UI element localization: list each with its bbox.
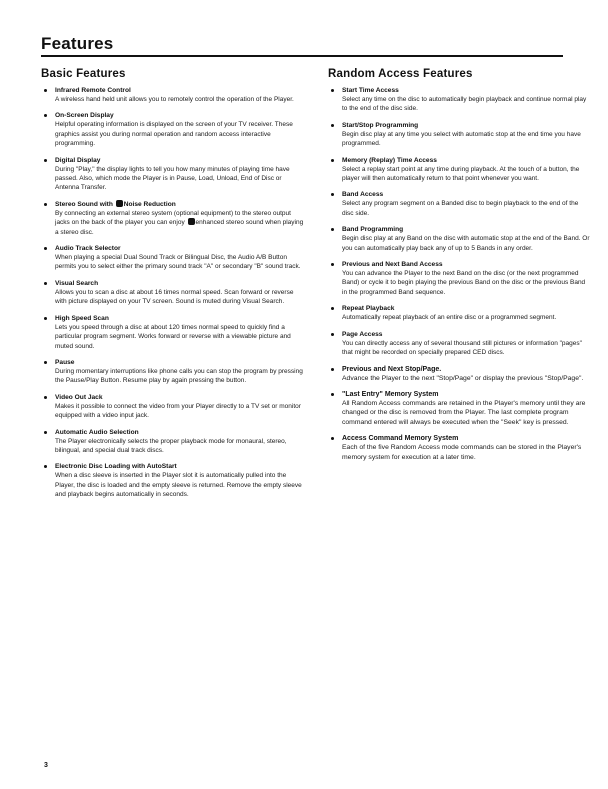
feature-digital-display bbox=[41, 156, 306, 193]
feature-electronic-disc-loading bbox=[41, 462, 306, 499]
bullet-icon bbox=[331, 393, 334, 396]
feature-name-part: Stereo Sound with bbox=[55, 200, 113, 208]
feature-description: Select any time on the disc to automatically begin playback and continue normal play to the end of the disc side. bbox=[342, 96, 587, 113]
random-access-features-column bbox=[328, 68, 590, 469]
feature-name: On-Screen Display bbox=[55, 112, 114, 120]
page-title: Features bbox=[41, 34, 114, 53]
feature-description: Helpful operating information is displayed on the screen of your TV receiver. These graphics assist you during normal operation and random access interactive programming. bbox=[55, 121, 293, 148]
feature-last-entry-memory bbox=[328, 390, 590, 427]
bullet-icon bbox=[44, 431, 47, 434]
basic-features-column bbox=[41, 68, 306, 507]
feature-description: All Random Access commands are retained in the Player's memory until they are changed or the disc is removed from the Player. The last complete program command entered will always be executed when the "Seek" key is pressed. bbox=[342, 399, 586, 426]
feature-access-command-memory bbox=[328, 434, 590, 462]
feature-description: Allows you to scan a disc at about 16 times normal speed. Scan forward or reverse with picture displayed on your TV screen. Sound is muted during Visual Search. bbox=[55, 288, 294, 306]
feature-description: Makes it possible to connect the video from your Player directly to a TV set or monitor equipped with a video input jack. bbox=[55, 402, 301, 420]
bullet-icon bbox=[331, 193, 334, 196]
feature-name: Visual Search bbox=[55, 279, 99, 287]
feature-name bbox=[55, 200, 306, 209]
feature-description: You can directly access any of several thousand still pictures or information "pages" that might be recorded on specially prepared CED discs. bbox=[342, 339, 582, 357]
page-number: 3 bbox=[44, 762, 48, 769]
feature-description: Select a replay start point at any time during playback. At the touch of a button, the player will then automatically return to that point whenever you want. bbox=[342, 165, 580, 183]
feature-description: Advance the Player to the next "Stop/Page" or display the previous "Stop/Page". bbox=[342, 374, 584, 382]
feature-name: Start/Stop Programming bbox=[342, 121, 419, 129]
feature-description: A wireless hand held unit allows you to remotely control the operation of the Player. bbox=[55, 96, 294, 103]
noise-reduction-logo-icon bbox=[116, 200, 123, 207]
feature-description: During "Play," the display lights to tell you how many minutes of playing time have passed. Also, which mode the Player is in Pause, Load, Unload, End of Disc or Antenna Transfer. bbox=[55, 165, 290, 192]
noise-reduction-logo-icon bbox=[188, 218, 195, 225]
bullet-icon bbox=[331, 228, 334, 231]
feature-name-part: Noise Reduction bbox=[123, 200, 176, 208]
feature-description bbox=[55, 209, 306, 237]
bullet-icon bbox=[331, 368, 334, 371]
feature-name: "Last Entry" Memory System bbox=[342, 390, 439, 398]
bullet-icon bbox=[331, 263, 334, 266]
bullet-icon bbox=[331, 124, 334, 127]
feature-description: Lets you speed through a disc at about 120 times normal speed to quickly find a particular program segment. Works forward or reverse with a viewable picture and muted sound. bbox=[55, 323, 291, 350]
bullet-icon bbox=[44, 114, 47, 117]
feature-start-time-access bbox=[328, 86, 590, 114]
title-rule bbox=[41, 55, 563, 57]
feature-name: Pause bbox=[55, 358, 75, 366]
feature-name: Video Out Jack bbox=[55, 393, 103, 401]
feature-repeat-playback bbox=[328, 304, 590, 322]
feature-name: Memory (Replay) Time Access bbox=[342, 156, 437, 164]
feature-description: Automatically repeat playback of an entire disc or a programmed segment. bbox=[342, 314, 557, 322]
feature-video-out-jack bbox=[41, 393, 306, 421]
bullet-icon bbox=[44, 317, 47, 320]
feature-previous-next-stop-page bbox=[328, 365, 590, 383]
feature-name: Page Access bbox=[342, 330, 383, 338]
feature-memory-time-access bbox=[328, 156, 590, 184]
bullet-icon bbox=[44, 203, 47, 206]
feature-automatic-audio-selection bbox=[41, 428, 306, 456]
feature-description: Begin disc play at any time you select with automatic stop at the end time you have programmed. bbox=[342, 130, 581, 148]
bullet-icon bbox=[44, 89, 47, 92]
feature-description: During momentary interruptions like phone calls you can stop the program by pressing the Pause/Play Button. Resume play by again pressing the button. bbox=[55, 367, 303, 385]
feature-band-access bbox=[328, 190, 590, 218]
feature-description-part: By connecting an external stereo system (optional equipment) to the stereo output jacks on the back of the player you can enjoy bbox=[55, 209, 291, 227]
feature-description: The Player electronically selects the proper playback mode for monaural, stereo, bilingual, and special dual track discs. bbox=[55, 437, 287, 454]
feature-description: When playing a special Dual Sound Track or Bilingual Disc, the Audio A/B Button permits you to select either the primary sound track "A" or secondary "B" sound track. bbox=[55, 254, 301, 271]
feature-name: Band Programming bbox=[342, 226, 404, 234]
bullet-icon bbox=[331, 437, 334, 440]
basic-features-heading: Basic Features bbox=[41, 68, 126, 80]
feature-pause bbox=[41, 358, 306, 386]
bullet-icon bbox=[331, 333, 334, 336]
feature-name: Repeat Playback bbox=[342, 305, 395, 313]
feature-name: Previous and Next Stop/Page. bbox=[342, 365, 442, 373]
feature-page-access bbox=[328, 330, 590, 358]
feature-name: Access Command Memory System bbox=[342, 435, 459, 443]
feature-on-screen-display bbox=[41, 111, 306, 148]
feature-name: Infrared Remote Control bbox=[55, 87, 131, 94]
feature-description-part: enhanced stereo sound when playing a stereo disc. bbox=[55, 219, 304, 236]
bullet-icon bbox=[331, 307, 334, 310]
feature-start-stop-programming bbox=[328, 121, 590, 149]
feature-description: Select any program segment on a Banded disc to begin playback to the end of the disc side. bbox=[342, 200, 579, 217]
bullet-icon bbox=[44, 159, 47, 162]
feature-name: Audio Track Selector bbox=[55, 245, 121, 253]
feature-band-programming bbox=[328, 225, 590, 253]
feature-previous-next-band-access bbox=[328, 260, 590, 297]
bullet-icon bbox=[44, 465, 47, 468]
feature-infrared-remote bbox=[41, 86, 306, 104]
bullet-icon bbox=[44, 361, 47, 364]
feature-name: High Speed Scan bbox=[55, 314, 109, 322]
feature-description: Each of the five Random Access mode commands can be stored in the Player's memory system for execution at a later time. bbox=[342, 444, 582, 461]
feature-name: Start Time Access bbox=[342, 87, 399, 94]
feature-name: Band Access bbox=[342, 191, 384, 199]
bullet-icon bbox=[331, 159, 334, 162]
feature-name: Automatic Audio Selection bbox=[55, 428, 139, 436]
feature-description: You can advance the Player to the next Band on the disc (or the next programmed Band) or cycle it to begin playing the previous Band on the disc or the previous Band in the programmed Band sequence. bbox=[342, 270, 586, 296]
feature-audio-track-selector bbox=[41, 244, 306, 272]
feature-name: Previous and Next Band Access bbox=[342, 261, 443, 269]
feature-name: Electronic Disc Loading with AutoStart bbox=[55, 463, 177, 471]
bullet-icon bbox=[44, 247, 47, 250]
bullet-icon bbox=[44, 282, 47, 285]
feature-description: Begin disc play at any Band on the disc with automatic stop at the end of the Band. Or you can automatically play back any of up to 5 Bands in any order. bbox=[342, 235, 590, 252]
feature-high-speed-scan bbox=[41, 314, 306, 351]
feature-name: Digital Display bbox=[55, 156, 101, 164]
random-access-features-heading: Random Access Features bbox=[328, 68, 473, 80]
bullet-icon bbox=[44, 396, 47, 399]
feature-description: When a disc sleeve is inserted in the Player slot it is automatically pulled into the Player, the disc is loaded and the empty sleeve is returned. Remove the empty sleeve and playback begins automatically in seconds. bbox=[55, 472, 302, 499]
feature-stereo-sound bbox=[41, 200, 306, 237]
bullet-icon bbox=[331, 89, 334, 92]
feature-visual-search bbox=[41, 279, 306, 307]
